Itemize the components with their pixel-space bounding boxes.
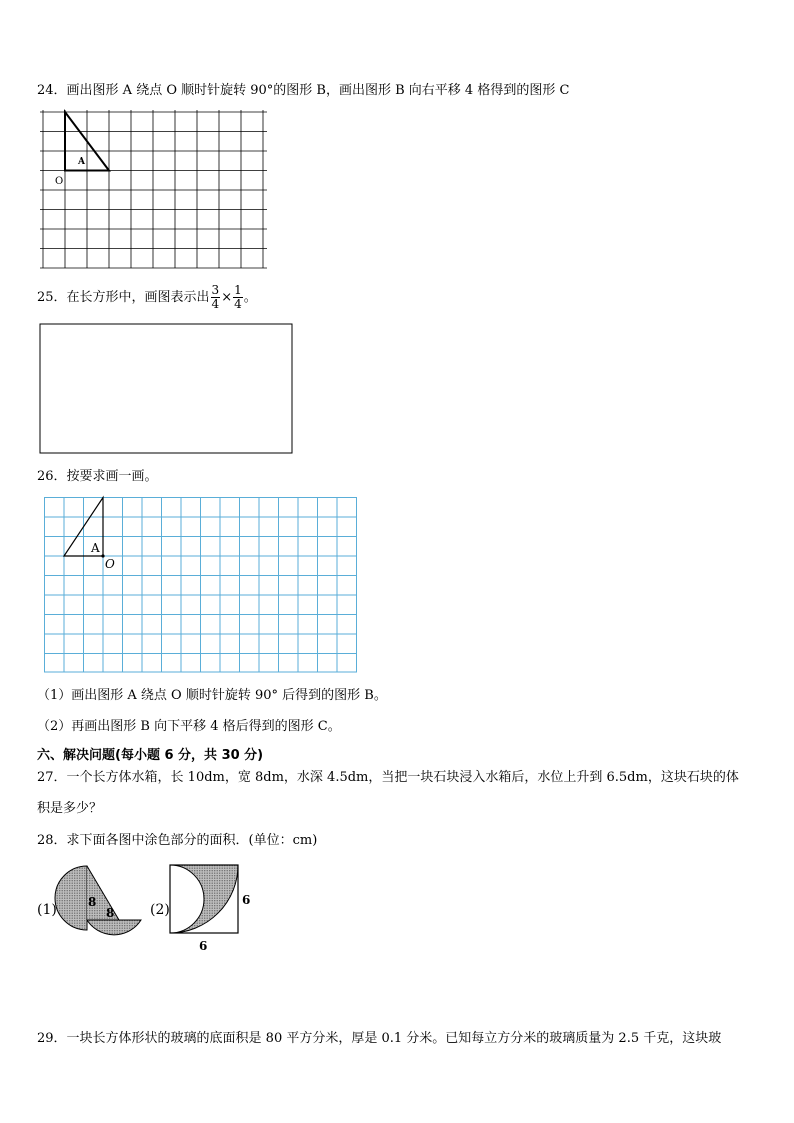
question-29-text: 29．一块长方体形状的玻璃的底面积是 80 平方分米，厚是 0.1 分米。已知每立方分米的玻璃质量为 2.5 千克，这块玻 [37,1031,722,1046]
question-28-text: 28．求下面各图中涂色部分的面积．(单位：cm) [37,833,318,848]
question-24-text: 24．画出图形 A 绕点 O 顺时针旋转 90°的图形 B，画出图形 B 向右平移 4 格得到的图形 C [37,83,570,98]
times-sign: × [221,290,233,305]
q28-figures [36,862,256,957]
q25-prefix: 25．在长方形中，画图表示出 [37,290,210,305]
q28-fig1-dim-b: 8 [106,906,115,920]
question-25-text [37,284,257,311]
q28-fig2-label: (2) [150,902,170,918]
q24-grid-figure [36,110,276,270]
q24-label-a: A [78,157,85,167]
q26-grid-figure [43,496,359,674]
q28-fig2-dim-bottom: 6 [199,939,208,953]
section-six-heading: 六、解决问题(每小题 6 分，共 30 分) [37,748,264,763]
question-26-text: 26．按要求画一画。 [37,469,158,484]
q28-fig2-dim-side: 6 [242,893,251,907]
q26-instruction-1: （1）画出图形 A 绕点 O 顺时针旋转 90° 后得到的图形 B。 [37,688,387,703]
q24-label-o: O [55,176,64,187]
q26-label-a: A [91,541,100,555]
q26-label-o: O [105,557,115,571]
q25-suffix: 。 [243,290,257,305]
q28-fig2-shape [170,865,238,933]
q25-rectangle [38,323,294,455]
question-27-line1: 27．一个长方体水箱，长 10dm，宽 8dm，水深 4.5dm，当把一块石块浸入水箱后，水位上升到 6.5dm，这块石块的体 [37,770,739,785]
q28-fig1-dim-a: 8 [88,895,97,909]
fraction-1-4: $\frac{1}{4}$ [234,283,242,311]
q26-instruction-2: （2）再画出图形 B 向下平移 4 格后得到的图形 C。 [37,719,341,734]
fraction-3-4: $\frac{3}{4}$ [211,283,220,311]
q28-fig1-label: (1) [37,902,57,918]
question-27-line2: 积是多少？ [37,801,103,816]
q28-fig1-shape [55,866,141,935]
